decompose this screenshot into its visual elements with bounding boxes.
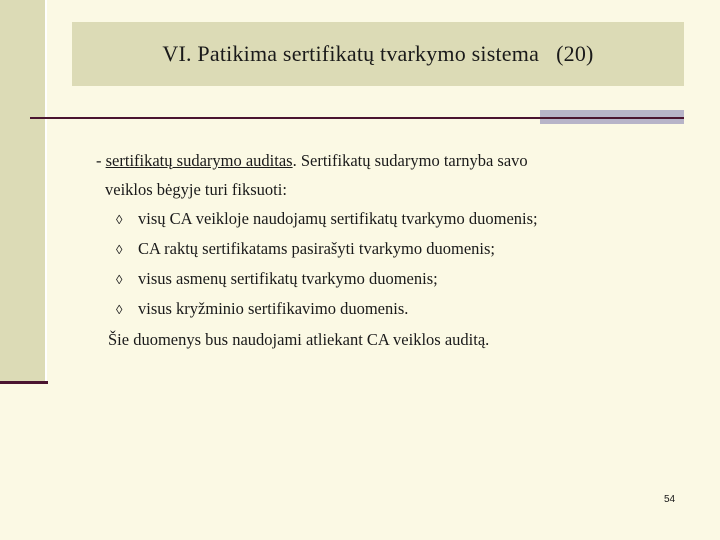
title-panel xyxy=(72,22,684,86)
list-item xyxy=(116,234,696,264)
diamond-bullet-icon: ◊ xyxy=(116,242,123,257)
intro-continued: veiklos bėgyje turi fiksuoti: xyxy=(105,180,287,199)
slide-body xyxy=(96,146,696,354)
left-decor-bar xyxy=(0,0,46,382)
horizontal-rule-accent xyxy=(540,117,684,119)
bullet-list xyxy=(96,204,696,324)
list-item xyxy=(116,264,696,294)
diamond-bullet-icon: ◊ xyxy=(116,212,123,227)
diamond-bullet-icon: ◊ xyxy=(116,272,123,287)
list-item xyxy=(116,204,696,234)
list-item xyxy=(116,294,696,324)
intro-rest: . Sertifikatų sudarymo tarnyba savo xyxy=(292,151,528,170)
intro-underlined-term: sertifikatų sudarymo auditas xyxy=(105,151,293,170)
list-item-text: visus asmenų sertifikatų tvarkymo duomenis; xyxy=(138,269,438,288)
closing-text: Šie duomenys bus naudojami atliekant CA veiklos auditą. xyxy=(108,330,490,349)
intro-prefix: - xyxy=(96,151,106,170)
page-number: 54 xyxy=(664,494,676,505)
slide-title: VI. Patikima sertifikatų tvarkymo sistema (20) xyxy=(162,41,594,66)
list-item-text: CA raktų sertifikatams pasirašyti tvarkymo duomenis; xyxy=(138,239,495,258)
diamond-bullet-icon: ◊ xyxy=(116,302,123,317)
left-decor-bottom-line xyxy=(0,381,48,384)
list-item-text: visų CA veikloje naudojamų sertifikatų tvarkymo duomenis; xyxy=(138,209,538,228)
list-item-text: visus kryžminio sertifikavimo duomenis. xyxy=(138,299,409,318)
intro-line xyxy=(96,146,696,175)
left-decor-edge xyxy=(45,0,47,382)
